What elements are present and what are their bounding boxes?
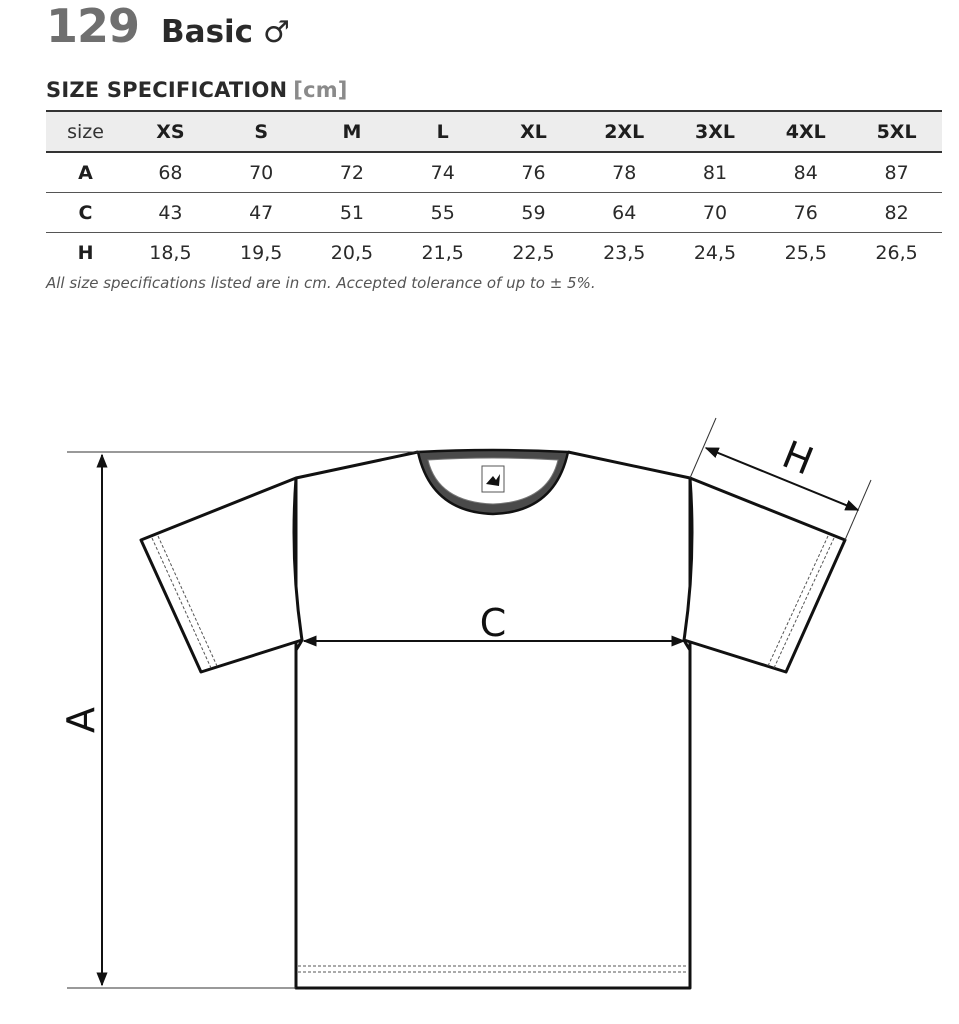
size-value-cell: 59 <box>488 193 579 233</box>
size-value-cell: 18,5 <box>149 241 192 264</box>
row-label: A <box>46 152 125 193</box>
size-header-2xl: 2XL <box>579 111 670 152</box>
size-value-cell: 70 <box>670 193 761 233</box>
size-value-cell: 21,5 <box>421 241 464 264</box>
dimension-h-label: H <box>776 432 820 484</box>
size-corner-cell: size <box>46 111 125 152</box>
size-value-cell: 64 <box>579 193 670 233</box>
size-value-cell: 25,5 <box>784 241 827 264</box>
size-value-cell: 24,5 <box>693 241 737 264</box>
model-number: 129 <box>46 0 140 53</box>
dimension-a-label: A <box>59 707 103 733</box>
size-header-5xl: 5XL <box>851 111 942 152</box>
size-value-cell: 87 <box>851 152 942 193</box>
size-value-cell: 23,5 <box>603 241 646 264</box>
spec-unit: [cm] <box>293 78 348 102</box>
size-header-xs: XS <box>125 111 216 152</box>
size-value-cell: 19,5 <box>240 241 283 264</box>
size-value-cell: 20,5 <box>330 241 374 264</box>
size-value-cell: 76 <box>760 193 851 233</box>
size-value-cell: 47 <box>216 193 307 233</box>
size-value-cell: 26,5 <box>875 241 918 264</box>
size-value-cell: 68 <box>125 152 216 193</box>
size-value-cell: 72 <box>307 152 398 193</box>
size-header-3xl: 3XL <box>670 111 761 152</box>
size-value-cell: 78 <box>579 152 670 193</box>
size-value-cell: 84 <box>760 152 851 193</box>
size-header-4xl: 4XL <box>760 111 851 152</box>
size-header-xl: XL <box>488 111 579 152</box>
size-value-cell: 22,5 <box>512 241 555 264</box>
hem-stitching <box>298 966 688 972</box>
size-header-m: M <box>307 111 398 152</box>
size-value-cell: 51 <box>307 193 398 233</box>
male-gender-icon: ♂ <box>263 15 290 50</box>
row-label: H <box>77 241 94 264</box>
size-value-cell: 82 <box>851 193 942 233</box>
size-header-s: S <box>216 111 307 152</box>
size-value-cell: 43 <box>125 193 216 233</box>
dimension-c-label: C <box>479 601 507 645</box>
row-label: C <box>46 193 125 233</box>
size-value-cell: 74 <box>397 152 488 193</box>
spec-heading-text: SIZE SPECIFICATION <box>46 78 288 102</box>
size-header-l: L <box>397 111 488 152</box>
size-value-cell: 55 <box>397 193 488 233</box>
tshirt-outline <box>141 452 845 988</box>
model-name: Basic <box>161 14 254 50</box>
tolerance-note: All size specifications listed are in cm. Accepted tolerance of up to ± 5%. <box>46 274 596 292</box>
size-value-cell: 70 <box>216 152 307 193</box>
neck-label <box>482 466 504 492</box>
size-value-cell: 81 <box>670 152 761 193</box>
size-value-cell: 76 <box>488 152 579 193</box>
dimension-c <box>304 601 684 645</box>
